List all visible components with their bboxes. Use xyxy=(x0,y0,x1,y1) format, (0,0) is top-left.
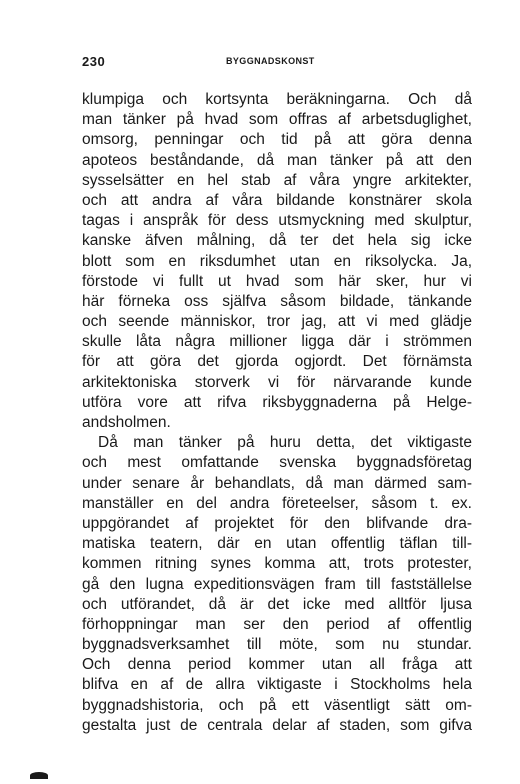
text-line: omsorg, penningar och tid på att göra denna xyxy=(82,131,472,149)
text-line: uppgörandet af projektet för den blifvande dra- xyxy=(82,514,472,532)
text-line: kanske äfven målning, då ter det hela sig icke xyxy=(82,232,472,250)
text-line: sysselsätter en hel stab af våra yngre arkitekter, xyxy=(82,171,472,189)
text-line: apoteos beståndande, då man tänker på att den xyxy=(82,151,472,169)
running-head: BYGGNADSKONST xyxy=(226,56,315,66)
text-line: blifva en af de allra viktigaste i Stockholms hela xyxy=(82,676,472,694)
text-line: andsholmen. xyxy=(82,414,171,431)
text-line: gestalta just de centrala delar af staden, som gifva xyxy=(82,716,472,734)
text-line: gå den lugna expeditionsvägen fram till fastställelse xyxy=(82,575,472,593)
text-line: förstode vi fullt ut hvad som här sker, hur vi xyxy=(82,272,472,290)
text-line: matiska teatern, där en utan offentlig täflan till- xyxy=(82,535,472,553)
text-line: tagas i anspråk för dess utsmyckning med skulptur, xyxy=(82,212,472,230)
text-line: förhoppningar man ser den period af offentlig xyxy=(82,615,472,633)
page-number: 230 xyxy=(82,54,106,69)
text-line: byggnadshistoria, och på ett väsentligt sätt om- xyxy=(82,696,472,714)
text-line: manställer en del andra företeelser, såsom t. ex. xyxy=(82,494,472,512)
text-line: man tänker på hvad som offras af arbetsduglighet, xyxy=(82,111,472,129)
text-line: Och denna period kommer utan all fråga att xyxy=(82,656,472,674)
text-line: här förneka oss själfva såsom bildade, tänkande xyxy=(82,292,472,310)
text-line: för att göra det gjorda ogjordt. Det förnämsta xyxy=(82,353,472,371)
text-line: klumpiga och kortsynta beräkningarna. Och då xyxy=(82,91,472,108)
text-line: byggnadsverksamhet till möte, som nu stundar. xyxy=(82,636,472,654)
text-line: blott som en riksdumhet utan en riksolycka. Ja, xyxy=(82,252,472,270)
text-line: och seende människor, tror jag, att vi med glädje xyxy=(82,313,472,331)
text-line: arkitektoniska storverk vi för närvarande kunde xyxy=(82,373,472,391)
text-line: Då man tänker på huru detta, det viktigaste xyxy=(98,434,472,452)
text-line: kommen ritning synes komma att, trots protester, xyxy=(82,555,472,573)
text-line: och att andra af våra bildande konstnärer skola xyxy=(82,191,472,209)
text-line: och mest omfattande svenska byggnadsföretag xyxy=(82,454,472,472)
body-text xyxy=(82,90,472,736)
page-header xyxy=(82,54,472,72)
text-line: skulle låta några millioner ligga där i strömmen xyxy=(82,333,472,351)
text-line: under senare år behandlats, då man därmed sam- xyxy=(82,474,472,492)
text-line: utföra vore att rifva riksbyggnaderna på Helge- xyxy=(82,393,472,411)
ink-mark xyxy=(30,772,48,779)
text-line: och utförandet, då är det icke med alltför ljusa xyxy=(82,595,472,613)
